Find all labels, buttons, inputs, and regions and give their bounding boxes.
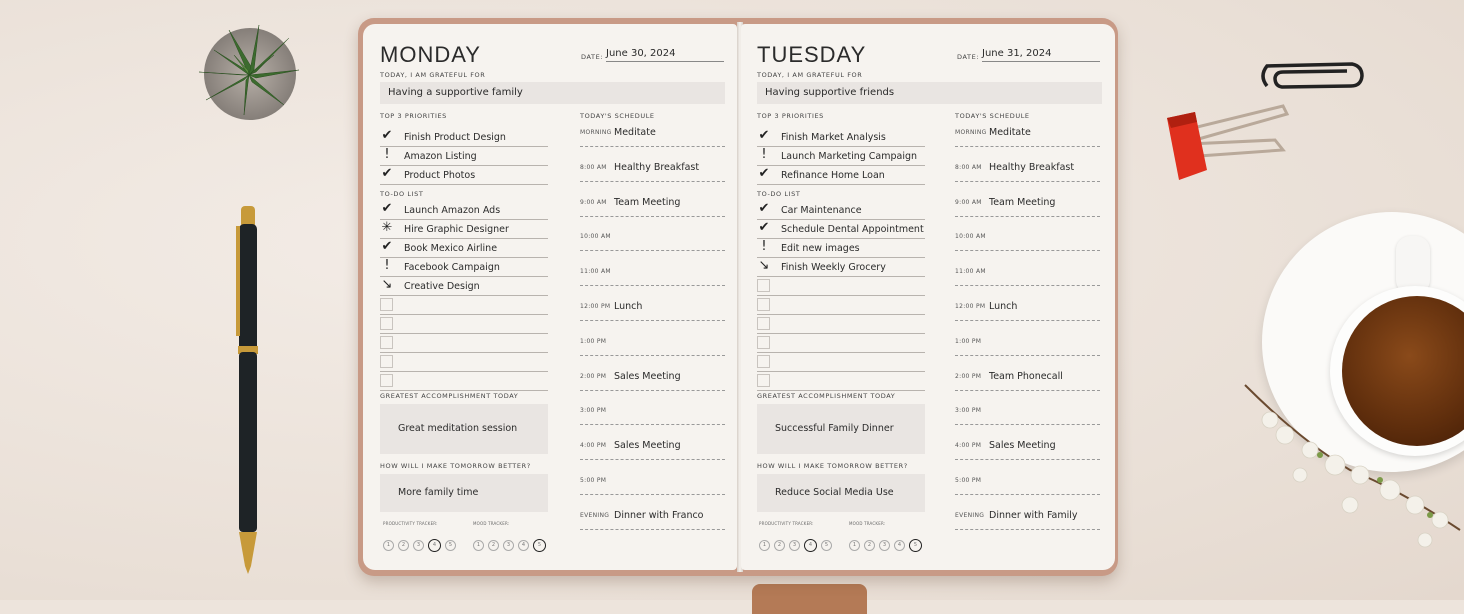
schedule-row[interactable] xyxy=(580,159,725,182)
rating-dot[interactable]: 5 xyxy=(909,539,922,552)
todo-text: Launch Amazon Ads xyxy=(404,205,501,216)
todo-text: Facebook Campaign xyxy=(404,262,500,273)
schedule-row[interactable] xyxy=(955,124,1100,147)
todo-row[interactable] xyxy=(757,220,925,239)
paperclip-icon xyxy=(1257,56,1367,96)
schedule-event: Dinner with Family xyxy=(989,509,1078,521)
schedule-time: 4:00 PM xyxy=(580,442,607,450)
checkbox-empty-icon[interactable] xyxy=(757,279,770,292)
schedule-time: EVENING xyxy=(955,511,985,519)
schedule-time: MORNING xyxy=(580,129,612,136)
schedule-time: 9:00 AM xyxy=(955,198,982,206)
todo-text: Car Maintenance xyxy=(781,205,862,216)
schedule-row[interactable] xyxy=(580,228,725,251)
check-icon[interactable]: ✔ xyxy=(381,128,393,143)
todo-row[interactable] xyxy=(380,334,548,353)
priority-row[interactable] xyxy=(380,128,548,147)
priority-text: Finish Product Design xyxy=(404,132,506,143)
schedule-row[interactable] xyxy=(580,194,725,217)
todo-row[interactable] xyxy=(380,315,548,334)
date-label: DATE: xyxy=(581,53,604,61)
priority-text: Finish Market Analysis xyxy=(781,132,886,143)
check-icon[interactable]: ✔ xyxy=(758,220,770,235)
binder-clip-icon xyxy=(1165,100,1290,186)
checkbox-empty-icon[interactable] xyxy=(757,317,770,330)
checkbox-empty-icon[interactable] xyxy=(757,336,770,349)
date-value[interactable]: June 31, 2024 xyxy=(982,48,1100,62)
grateful-label: TODAY, I AM GRATEFUL FOR xyxy=(380,71,486,79)
check-icon[interactable]: ✔ xyxy=(381,201,393,216)
schedule-label: TODAY'S SCHEDULE xyxy=(955,112,1030,120)
checkbox-empty-icon[interactable] xyxy=(757,355,770,368)
rating-dot[interactable]: 3 xyxy=(789,540,800,551)
todo-text: Book Mexico Airline xyxy=(404,243,498,254)
schedule-row[interactable] xyxy=(580,402,725,425)
productivity-tracker[interactable] xyxy=(383,531,460,552)
day-title: TUESDAY xyxy=(757,42,867,67)
schedule-event: Healthy Breakfast xyxy=(989,161,1075,173)
schedule-event: Sales Meeting xyxy=(614,440,681,452)
priority-row[interactable] xyxy=(380,166,548,185)
priority-row[interactable] xyxy=(757,147,925,166)
check-icon[interactable]: ✔ xyxy=(758,128,770,143)
schedule-time: 5:00 PM xyxy=(955,477,982,484)
priority-row[interactable] xyxy=(380,147,548,166)
checkbox-empty-icon[interactable] xyxy=(380,317,393,330)
schedule-row[interactable] xyxy=(955,437,1100,460)
schedule-time: 9:00 AM xyxy=(580,198,607,206)
todo-row[interactable] xyxy=(757,372,925,391)
todo-row[interactable] xyxy=(380,353,548,372)
date-label: DATE: xyxy=(957,53,980,61)
day-title: MONDAY xyxy=(380,42,481,67)
schedule-time: 2:00 PM xyxy=(580,372,607,380)
rating-dot[interactable]: 1 xyxy=(383,540,394,551)
exclamation-icon[interactable]: ! xyxy=(384,147,390,162)
accomplishment-label: GREATEST ACCOMPLISHMENT TODAY xyxy=(380,392,519,400)
schedule-time: 4:00 PM xyxy=(955,442,982,450)
checkbox-empty-icon[interactable] xyxy=(380,298,393,311)
schedule-time: 3:00 PM xyxy=(580,407,607,415)
todo-row[interactable] xyxy=(757,277,925,296)
rating-dot[interactable]: 1 xyxy=(473,540,484,551)
schedule-time: 8:00 AM xyxy=(580,163,607,171)
schedule-row[interactable] xyxy=(955,507,1100,530)
todo-row[interactable] xyxy=(380,258,548,277)
rating-dot[interactable]: 4 xyxy=(894,540,905,551)
rating-dot[interactable]: 5 xyxy=(821,540,832,551)
schedule-event: Dinner with Franco xyxy=(614,509,704,521)
exclamation-icon[interactable]: ! xyxy=(384,258,390,273)
schedule-time: MORNING xyxy=(955,129,987,136)
schedule-event: Meditate xyxy=(614,127,656,138)
schedule-time: EVENING xyxy=(580,511,610,519)
tomorrow-field[interactable]: Reduce Social Media Use xyxy=(757,474,925,512)
grateful-field[interactable]: Having a supportive family xyxy=(380,82,725,104)
schedule-time: 8:00 AM xyxy=(955,163,982,171)
checkbox-empty-icon[interactable] xyxy=(380,374,393,387)
schedule-row[interactable] xyxy=(955,333,1100,356)
priority-text: Product Photos xyxy=(404,170,476,181)
succulent-icon xyxy=(194,20,304,120)
schedule-row[interactable] xyxy=(955,228,1100,251)
schedule-time: 3:00 PM xyxy=(955,407,982,415)
priority-row[interactable] xyxy=(757,166,925,185)
todo-text: Finish Weekly Grocery xyxy=(781,262,886,273)
accomplishment-field[interactable]: Great meditation session xyxy=(380,404,548,454)
accomplishment-field[interactable]: Successful Family Dinner xyxy=(757,404,925,454)
rating-dot[interactable]: 3 xyxy=(879,540,890,551)
grateful-field[interactable]: Having supportive friends xyxy=(757,82,1102,104)
schedule-row[interactable] xyxy=(580,507,725,530)
productivity-tracker-label: PRODUCTIVITY TRACKER: xyxy=(759,521,814,526)
schedule-event: Healthy Breakfast xyxy=(614,161,700,173)
schedule-row[interactable] xyxy=(580,298,725,321)
rating-dot[interactable]: 2 xyxy=(488,540,499,551)
rating-dot[interactable]: 3 xyxy=(503,540,514,551)
schedule-event: Sales Meeting xyxy=(989,440,1056,452)
grateful-label: TODAY, I AM GRATEFUL FOR xyxy=(757,71,863,79)
schedule-row[interactable] xyxy=(955,472,1100,495)
schedule-row[interactable] xyxy=(580,368,725,391)
rating-dot[interactable]: 5 xyxy=(533,539,546,552)
todo-label: TO-DO LIST xyxy=(380,190,424,198)
schedule-time: 11:00 AM xyxy=(580,268,611,276)
rating-dot[interactable]: 3 xyxy=(413,540,424,551)
todo-text: Schedule Dental Appointment xyxy=(781,224,924,235)
check-icon[interactable]: ✔ xyxy=(381,239,393,254)
rating-dot[interactable]: 2 xyxy=(398,540,409,551)
todo-row[interactable] xyxy=(757,201,925,220)
todo-row[interactable] xyxy=(757,315,925,334)
checkbox-empty-icon[interactable] xyxy=(757,374,770,387)
schedule-row[interactable] xyxy=(955,159,1100,182)
todo-row[interactable] xyxy=(757,258,925,277)
todo-row[interactable] xyxy=(380,277,548,296)
wood-block xyxy=(752,584,867,614)
date-value[interactable]: June 30, 2024 xyxy=(606,48,724,62)
todo-row[interactable] xyxy=(380,372,548,391)
priorities-label: TOP 3 PRIORITIES xyxy=(380,112,447,120)
schedule-event: Lunch xyxy=(614,301,643,312)
schedule-event: Sales Meeting xyxy=(614,370,681,382)
schedule-time: 10:00 AM xyxy=(955,233,986,241)
arrow-down-right-icon[interactable]: ↘ xyxy=(381,277,393,292)
rating-dot[interactable]: 2 xyxy=(864,540,875,551)
rating-dot[interactable]: 2 xyxy=(774,540,785,551)
schedule-event: Lunch xyxy=(989,301,1018,312)
tomorrow-label: HOW WILL I MAKE TOMORROW BETTER? xyxy=(380,462,531,470)
todo-row[interactable] xyxy=(380,239,548,258)
todo-row[interactable] xyxy=(757,334,925,353)
todo-text: Edit new images xyxy=(781,243,860,254)
check-icon[interactable]: ✔ xyxy=(758,201,770,216)
tomorrow-label: HOW WILL I MAKE TOMORROW BETTER? xyxy=(757,462,908,470)
todo-row[interactable] xyxy=(757,353,925,372)
priority-row[interactable] xyxy=(757,128,925,147)
schedule-time: 10:00 AM xyxy=(580,233,611,241)
priority-text: Amazon Listing xyxy=(404,151,477,162)
priority-text: Refinance Home Loan xyxy=(781,170,885,181)
mood-tracker-label: MOOD TRACKER: xyxy=(849,521,886,526)
priority-text: Launch Marketing Campaign xyxy=(781,151,918,162)
pen-icon xyxy=(233,206,263,576)
rating-dot[interactable]: 1 xyxy=(759,540,770,551)
todo-row[interactable] xyxy=(380,220,548,239)
schedule-row[interactable] xyxy=(580,472,725,495)
mood-tracker[interactable] xyxy=(473,531,550,552)
rating-dot[interactable]: 4 xyxy=(804,539,817,552)
flower-branch-icon xyxy=(1240,380,1464,560)
schedule-row[interactable] xyxy=(955,298,1100,321)
todo-row[interactable] xyxy=(380,201,548,220)
todo-label: TO-DO LIST xyxy=(757,190,801,198)
todo-row[interactable] xyxy=(757,239,925,258)
exclamation-icon[interactable]: ! xyxy=(761,239,767,254)
schedule-row[interactable] xyxy=(955,368,1100,391)
productivity-tracker-label: PRODUCTIVITY TRACKER: xyxy=(383,521,438,526)
tuesday-page xyxy=(741,24,1115,570)
exclamation-icon[interactable]: ! xyxy=(761,147,767,162)
priorities-label: TOP 3 PRIORITIES xyxy=(757,112,824,120)
schedule-label: TODAY'S SCHEDULE xyxy=(580,112,655,120)
schedule-event: Team Meeting xyxy=(989,196,1056,208)
mood-tracker[interactable] xyxy=(849,531,926,552)
rating-dot[interactable]: 4 xyxy=(518,540,529,551)
rating-dot[interactable]: 4 xyxy=(428,539,441,552)
todo-text: Creative Design xyxy=(404,281,480,292)
schedule-row[interactable] xyxy=(580,437,725,460)
check-icon[interactable]: ✔ xyxy=(381,166,393,181)
todo-text: Hire Graphic Designer xyxy=(404,224,509,235)
schedule-event: Team Meeting xyxy=(614,196,681,208)
accomplishment-label: GREATEST ACCOMPLISHMENT TODAY xyxy=(757,392,896,400)
mood-tracker-label: MOOD TRACKER: xyxy=(473,521,510,526)
schedule-time: 12:00 PM xyxy=(580,303,611,310)
schedule-row[interactable] xyxy=(580,263,725,286)
arrow-down-right-icon[interactable]: ↘ xyxy=(758,258,770,273)
schedule-event: Meditate xyxy=(989,127,1031,138)
schedule-row[interactable] xyxy=(955,194,1100,217)
schedule-time: 1:00 PM xyxy=(955,337,982,345)
schedule-time: 5:00 PM xyxy=(580,477,607,484)
schedule-row[interactable] xyxy=(955,402,1100,425)
todo-row[interactable] xyxy=(757,296,925,315)
schedule-time: 11:00 AM xyxy=(955,268,986,276)
schedule-row[interactable] xyxy=(580,333,725,356)
checkbox-empty-icon[interactable] xyxy=(757,298,770,311)
schedule-row[interactable] xyxy=(580,124,725,147)
schedule-time: 1:00 PM xyxy=(580,337,607,345)
checkbox-empty-icon[interactable] xyxy=(380,336,393,349)
monday-page xyxy=(363,24,737,570)
rating-dot[interactable]: 5 xyxy=(445,540,456,551)
rating-dot[interactable]: 1 xyxy=(849,540,860,551)
schedule-event: Team Phonecall xyxy=(989,370,1063,382)
checkbox-empty-icon[interactable] xyxy=(380,355,393,368)
schedule-row[interactable] xyxy=(955,263,1100,286)
asterisk-icon[interactable]: ✳ xyxy=(381,220,393,235)
schedule-time: 2:00 PM xyxy=(955,372,982,380)
schedule-time: 12:00 PM xyxy=(955,303,986,310)
todo-row[interactable] xyxy=(380,296,548,315)
tomorrow-field[interactable]: More family time xyxy=(380,474,548,512)
productivity-tracker[interactable] xyxy=(759,531,836,552)
check-icon[interactable]: ✔ xyxy=(758,166,770,181)
